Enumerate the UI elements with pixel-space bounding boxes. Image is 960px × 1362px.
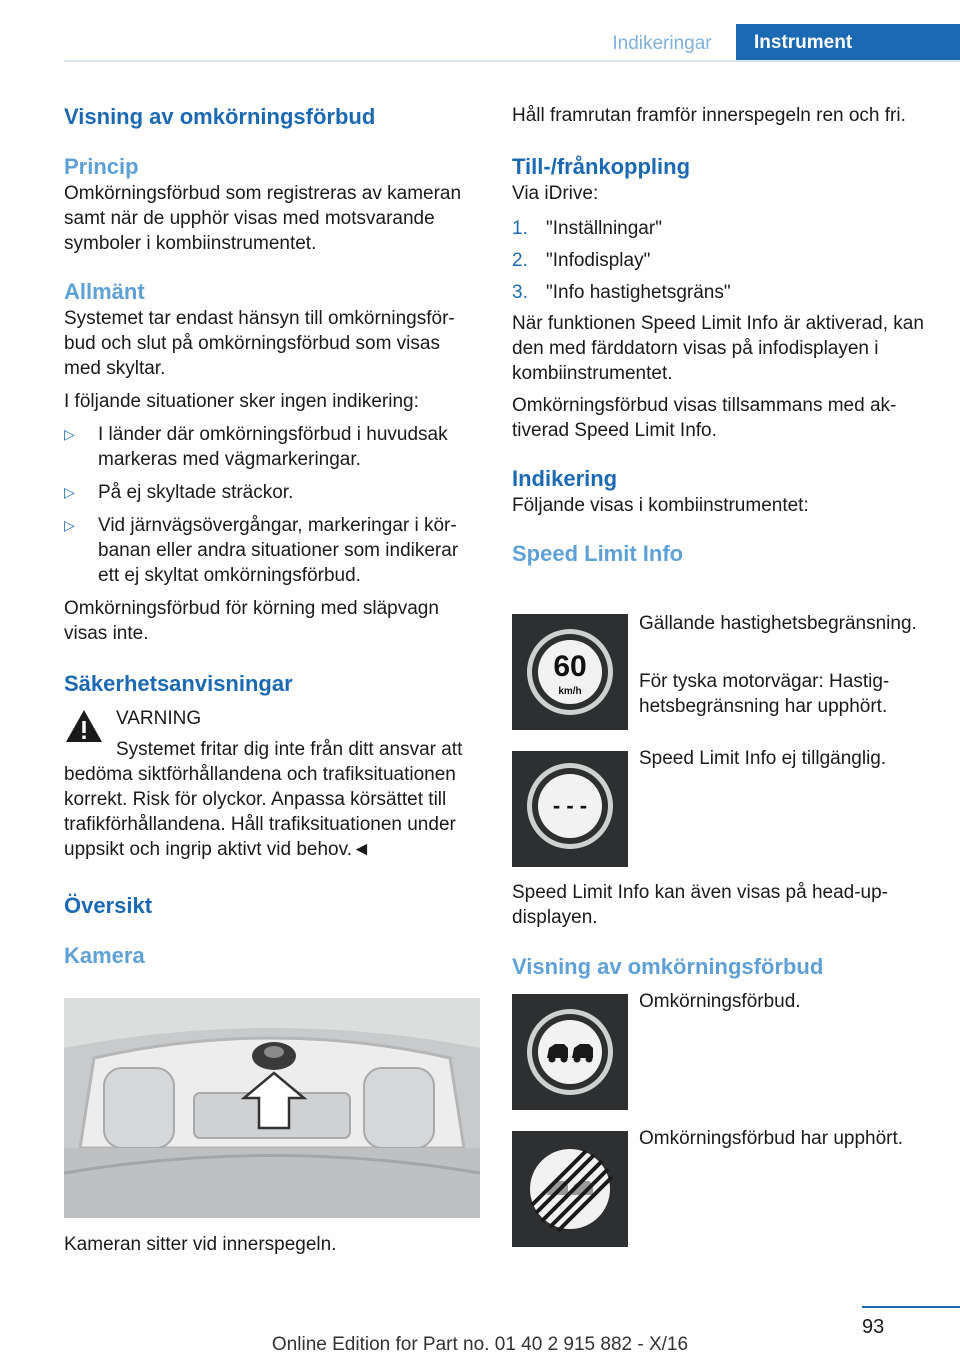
speed-desc-1: Gällande hastighetsbegränsning. <box>639 613 917 634</box>
header-rule <box>64 60 960 62</box>
svg-text:60: 60 <box>553 650 587 683</box>
speed-unavailable-sign-icon <box>512 751 628 867</box>
princip-heading: Princip <box>64 154 139 179</box>
overtaking-end-desc: Omkörningsförbud har upphört. <box>639 1128 904 1149</box>
unavailable-desc: Speed Limit Info ej tillgänglig. <box>639 748 887 769</box>
section-title: Visning av omkörningsförbud <box>64 104 376 129</box>
end-no-overtaking-sign-icon <box>512 1131 628 1247</box>
speed-limit-sign-icon <box>512 614 628 730</box>
left-column <box>64 103 480 970</box>
warning-block <box>64 706 480 862</box>
camera-caption: Kameran sitter vid innerspegeln. <box>64 1234 337 1255</box>
list-item: 1. "Inställningar" <box>512 218 662 239</box>
allmant-text: Systemet tar endast hänsyn till omkörningsförbud och slut på omkörningsförbud som visas med skyltar. <box>64 308 455 379</box>
windshield-text: Håll framrutan framför innerspegeln ren och fri. <box>512 105 906 126</box>
right-column <box>512 103 928 568</box>
tab-indikeringar[interactable]: Indikeringar <box>612 33 712 54</box>
via-idrive: Via iDrive: <box>512 183 599 204</box>
speed-desc-2: För tyska motorvägar: Hastighetsbegränsning har upphört. <box>639 671 890 717</box>
warning-first-line: Systemet fritar dig inte från ditt ansvar att <box>116 739 463 760</box>
camera-illustration <box>64 998 480 1218</box>
kamera-heading: Kamera <box>64 943 145 968</box>
oversikt-heading: Översikt <box>64 893 153 918</box>
page-number: 93 <box>862 1316 885 1338</box>
headup-text: Speed Limit Info kan även visas på head-up-displayen. <box>512 882 889 928</box>
svg-text:km/h: km/h <box>558 686 582 697</box>
toggle-heading: Till-/frånkoppling <box>512 154 691 179</box>
list-item: ▷ I länder där omkörningsförbud i huvudsak markeras med vägmarkeringar. <box>64 424 448 470</box>
safety-heading: Säkerhetsanvisningar <box>64 671 293 696</box>
together-text: Omkörningsförbud visas tillsammans med aktiverad Speed Limit Info. <box>512 395 897 441</box>
indikering-heading: Indikering <box>512 466 618 491</box>
no-overtaking-sign-icon <box>512 994 628 1110</box>
speed-info-text: När funktionen Speed Limit Info är aktiverad, kan den med färddatorn visas på infodisplayen i kombiinstrumentet. <box>512 313 924 384</box>
situations-intro: I följande situationer sker ingen indikering: <box>64 391 419 412</box>
list-item: ▷ Vid järnvägsövergångar, markeringar i körbanan eller andra situationer som indikerar ett ej skyltat omkörningsförbud. <box>64 515 459 586</box>
warning-triangle-icon <box>64 708 104 744</box>
footer-rule <box>862 1306 960 1308</box>
indikering-text: Följande visas i kombiinstrumentet: <box>512 495 809 516</box>
triangle-bullet-icon: ▷ <box>64 426 75 442</box>
overtaking-desc: Omkörningsförbud. <box>639 991 801 1012</box>
allmant-heading: Allmänt <box>64 279 145 304</box>
princip-text: Omkörningsförbud som registreras av kameran samt när de upphör visas med motsvarande symboler i kombiinstrumentet. <box>64 183 462 254</box>
tab-instrument[interactable]: Instrument <box>736 24 960 62</box>
overtaking-heading: Visning av omkörningsförbud <box>512 954 824 979</box>
list-item: 2. "Infodisplay" <box>512 250 651 271</box>
warning-label: VARNING <box>116 708 202 729</box>
list-item: 3. "Info hastighetsgräns" <box>512 282 731 303</box>
warning-text: bedöma siktförhållandena och trafiksituationen korrekt. Risk för olyckor. Anpassa körsättet till trafikförhållandena. Håll trafiksituationen under uppsikt och ingrip aktivt vid behov.◄ <box>64 764 456 860</box>
list-item: ▷ På ej skyltade sträckor. <box>64 482 294 503</box>
trailer-text: Omkörningsförbud för körning med släpvagn visas inte. <box>64 598 439 644</box>
triangle-bullet-icon: ▷ <box>64 484 75 500</box>
speed-limit-heading: Speed Limit Info <box>512 541 684 566</box>
edition-footer: Online Edition for Part no. 01 40 2 915 882 - X/16 <box>271 1334 689 1355</box>
svg-text:- - -: - - - <box>552 793 588 818</box>
triangle-bullet-icon: ▷ <box>64 517 75 533</box>
